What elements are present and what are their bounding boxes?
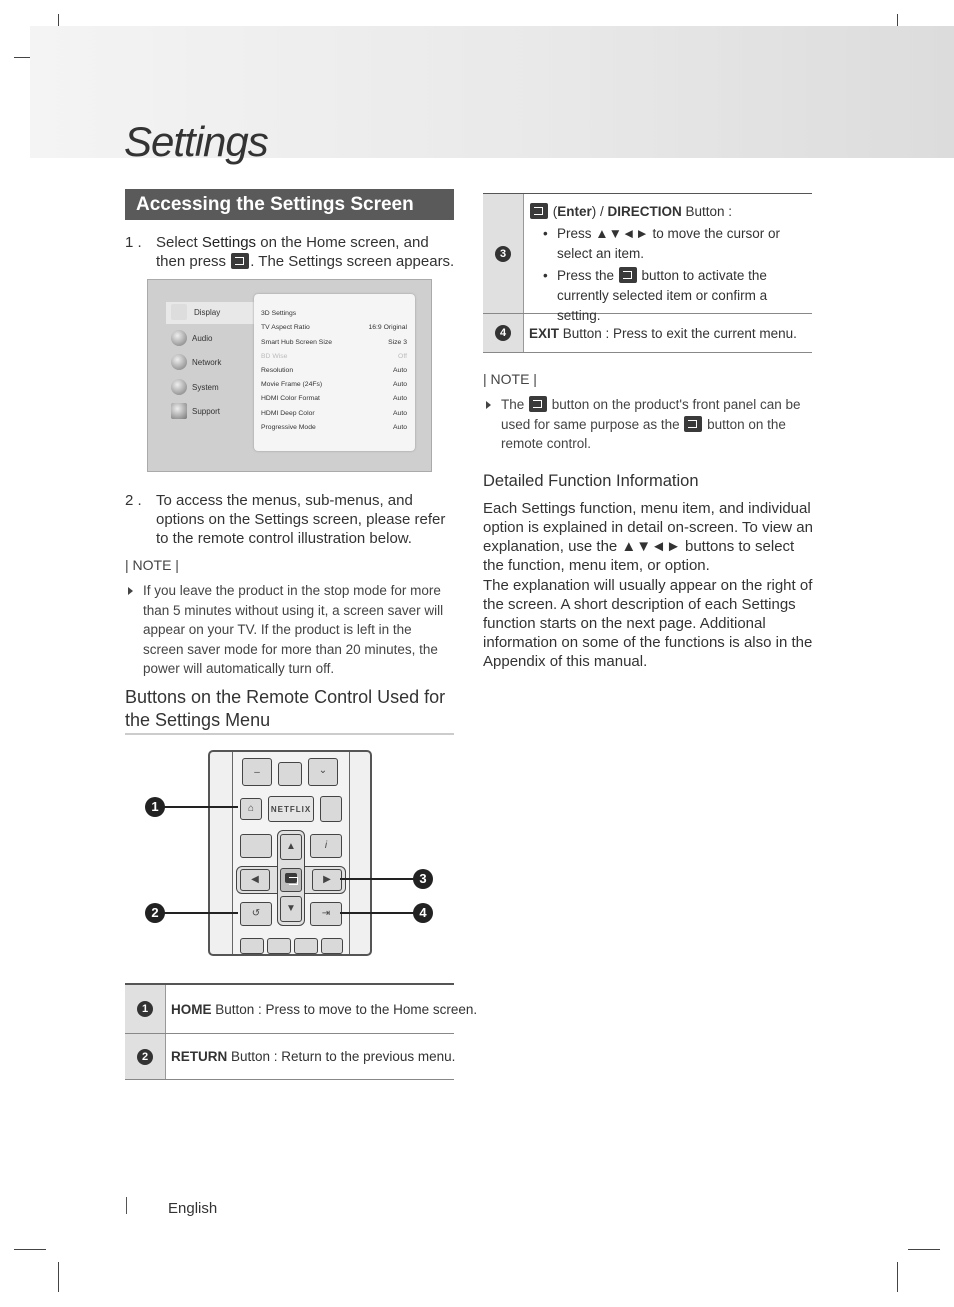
callout-line — [340, 878, 414, 880]
netflix-button-illustration — [268, 796, 314, 822]
down-arrow-button — [280, 896, 302, 922]
enter-icon — [530, 203, 548, 219]
display-icon — [171, 304, 187, 320]
settings-screen-illustration — [147, 279, 432, 472]
return-icon: ↺ — [251, 908, 261, 919]
section-heading-remote: Buttons on the Remote Control Used for the Settings Menu — [125, 687, 446, 730]
detailed-function-heading: Detailed Function Information — [483, 472, 699, 490]
remote-button: ⌄ — [308, 758, 338, 786]
row-description: RETURN Button : Return to the previous menu. — [171, 1049, 456, 1064]
settings-keyword: Settings — [201, 234, 257, 251]
enter-icon — [619, 267, 637, 283]
bullet-item: • Press ▲▼◄► to move the cursor or select an item. — [543, 226, 781, 261]
option-row: 3D Settings — [261, 310, 297, 317]
settings-menu-list: Display Audio Network System Support — [166, 302, 258, 443]
left-arrow-button — [240, 869, 270, 891]
remote-button — [321, 938, 343, 954]
bullet-arrow-icon — [486, 401, 491, 409]
row-description: EXIT Button : Press to exit the current menu. — [529, 325, 797, 341]
crop-mark — [14, 1249, 46, 1250]
audio-icon — [171, 330, 187, 346]
remote-button — [267, 938, 291, 954]
remote-button — [320, 796, 342, 822]
tools-button-illustration — [240, 834, 272, 858]
down-arrow-icon: ▼ — [286, 903, 296, 914]
settings-options-panel — [254, 294, 415, 451]
step-text: To access the menus, sub-menus, and options on the Settings screen, please refer to the remote control illustration below. — [156, 492, 446, 547]
row-description — [529, 202, 811, 326]
crop-mark — [908, 1249, 940, 1250]
enter-icon — [529, 396, 547, 412]
left-arrow-icon: ◀ — [251, 874, 259, 885]
footer-language: English — [168, 1200, 218, 1217]
help-icon — [171, 403, 187, 419]
option-row: Progressive Mode Auto — [261, 424, 407, 431]
network-icon — [171, 354, 187, 370]
home-button-illustration — [240, 798, 262, 820]
info-button-illustration — [310, 834, 342, 858]
step-number: 2 . — [125, 492, 142, 509]
option-row: BD Wise Off — [261, 353, 407, 360]
row-number-cell: 2 — [125, 1034, 166, 1079]
enter-button-illustration — [280, 868, 302, 892]
callout-line — [164, 912, 238, 914]
callout-3: 3 — [413, 869, 433, 889]
bullet-arrow-icon — [128, 587, 133, 595]
callout-line — [164, 806, 238, 808]
bullet-item: • Press the button to activate the currently selected item or confirm a setting. — [543, 268, 768, 323]
note-heading: | NOTE | — [125, 557, 179, 573]
right-arrow-button — [312, 869, 342, 891]
enter-icon — [285, 873, 297, 883]
return-button-illustration — [240, 902, 272, 926]
table-row-exit — [483, 314, 812, 353]
crop-mark — [897, 1262, 898, 1292]
callout-2: 2 — [145, 903, 165, 923]
right-arrow-icon: ▶ — [323, 874, 331, 885]
gear-icon — [171, 379, 187, 395]
row-number-cell: 3 — [483, 194, 524, 313]
option-row: HDMI Color Format Auto — [261, 395, 407, 402]
info-icon: i — [324, 840, 328, 851]
table-row-enter — [483, 194, 812, 323]
option-row: Movie Frame (24Fs) Auto — [261, 381, 407, 388]
row-number-cell: 1 — [125, 985, 166, 1033]
page-title: Settings — [124, 118, 268, 165]
netflix-label: NETFLIX — [270, 805, 312, 814]
enter-icon — [684, 416, 702, 432]
home-icon: ⌂ — [247, 803, 255, 814]
table-row-home — [125, 985, 478, 1034]
step-text: Select Settings on the Home screen, and then press . The Settings screen appears. — [156, 234, 455, 270]
heading-rule — [125, 733, 454, 735]
note-heading: | NOTE | — [483, 371, 537, 387]
callout-line — [340, 912, 414, 914]
enter-direction-heading: (Enter) / DIRECTION Button : — [529, 202, 811, 222]
remote-button — [278, 762, 302, 786]
exit-button-illustration — [310, 902, 342, 926]
menu-item-display: Display — [166, 302, 258, 324]
remote-control-illustration — [208, 750, 372, 956]
enter-icon — [231, 253, 249, 269]
exit-icon: ⇥ — [321, 908, 331, 919]
remote-button: – — [242, 758, 272, 786]
table-row-return — [125, 1034, 454, 1080]
option-row: Resolution Auto — [261, 367, 407, 374]
row-description: HOME Button : Press to move to the Home screen. — [171, 1001, 478, 1017]
option-row: TV Aspect Ratio 16:9 Original — [261, 324, 407, 331]
callout-4: 4 — [413, 903, 433, 923]
crop-mark — [58, 1262, 59, 1292]
callout-1: 1 — [145, 797, 165, 817]
remote-button — [294, 938, 318, 954]
up-arrow-icon: ▲ — [286, 841, 296, 852]
remote-button — [240, 938, 264, 954]
detail-paragraph-1: Each Settings function, menu item, and individual option is explained in detail on-screen. To view an explanation, use the ▲▼◄► buttons to select the function, menu item, or option. — [483, 500, 813, 574]
up-arrow-button — [280, 834, 302, 860]
option-row: Smart Hub Screen Size Size 3 — [261, 339, 407, 346]
detail-paragraph-2: The explanation will usually appear on the right of the screen. A short description of each Settings function starts on the next page. Additional information on some of the functions is also in the Appendix of this manual. — [483, 577, 813, 670]
step-number: 1 . — [125, 234, 142, 251]
option-row: HDMI Deep Color Auto — [261, 410, 407, 417]
footer-divider — [126, 1197, 127, 1214]
section-heading-accessing: Accessing the Settings Screen — [125, 189, 454, 220]
row-number-cell: 4 — [483, 314, 524, 352]
